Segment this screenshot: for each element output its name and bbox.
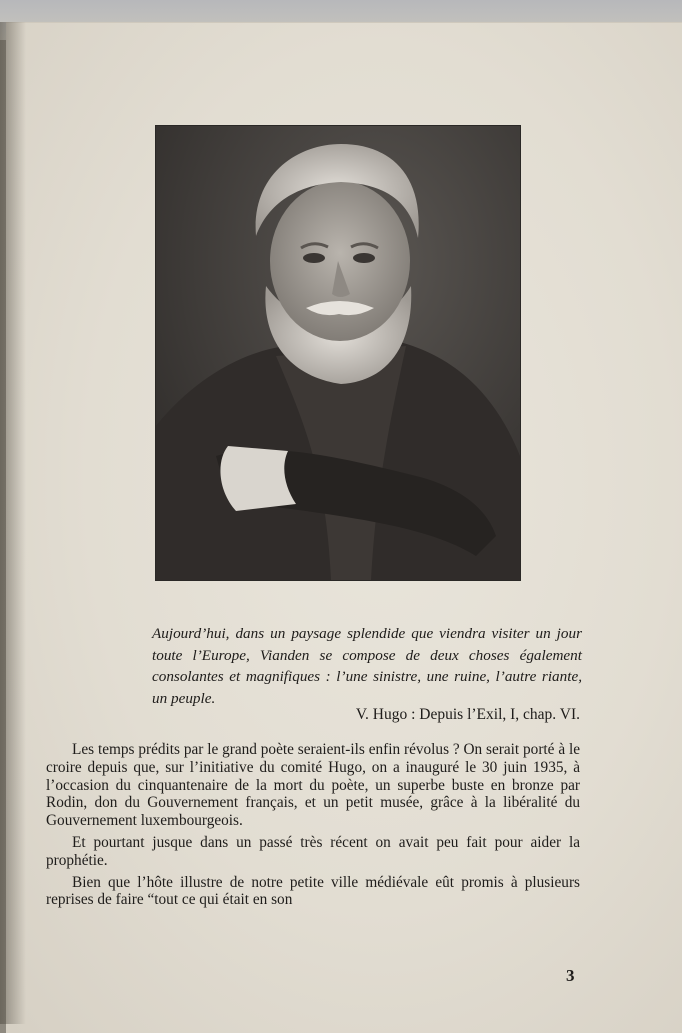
quote-text: Aujourd’hui, dans un paysage splendide que viendra visiter un jour toute l’Europe, Vianden se compose de deux choses également consolantes et magnifiques : l’une sinistre, une ruine, l’autre riante, un peuple. xyxy=(152,625,582,707)
quote-attribution: V. Hugo : Depuis l’Exil, I, chap. VI. xyxy=(355,706,580,723)
page-number: 3 xyxy=(566,966,575,985)
body-text xyxy=(46,741,580,913)
epigraph-quote xyxy=(152,623,582,709)
paragraph: Les temps prédits par le grand poète seraient-ils enfin révolus ? On serait porté à le croire depuis que, sur l’initiative du comité Hugo, on a inauguré le 30 juin 1935, à l’occasion du cinquantenaire de la mort du poète, un superbe buste en bronze par Rodin, don du Gouvernement français, et un petit musée, grâce à la libéralité du Gouvernement luxembourgeois. xyxy=(46,741,580,830)
page-gutter-shadow xyxy=(0,22,26,1024)
paragraph: Et pourtant jusque dans un passé très récent on avait peu fait pour aider la prophétie. xyxy=(46,833,580,869)
paragraph: Bien que l’hôte illustre de notre petite ville médiévale eût promis à plusieurs reprises de faire “tout ce qui était en son xyxy=(46,873,580,909)
portrait-photo xyxy=(156,126,520,580)
